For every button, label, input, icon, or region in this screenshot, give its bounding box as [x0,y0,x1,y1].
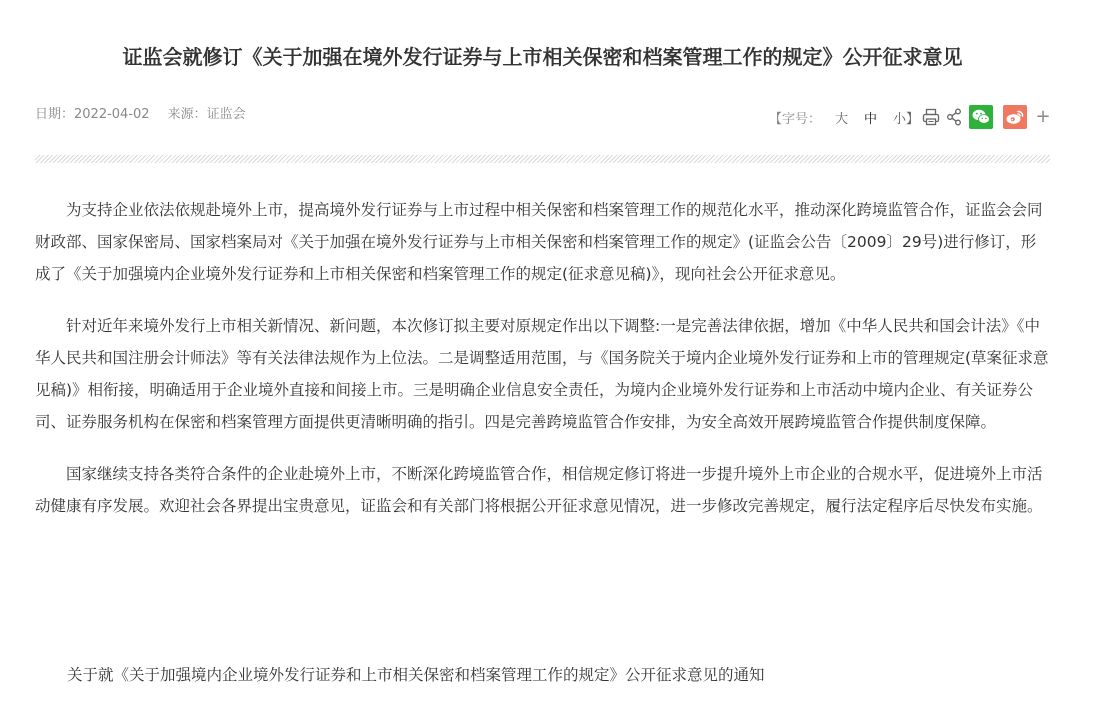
weibo-icon[interactable] [1003,105,1027,129]
publish-date: 日期：2022-04-02 [35,107,150,122]
font-size-medium-button[interactable]: 中 [863,111,877,127]
wechat-icon[interactable] [969,105,993,129]
share-icon[interactable] [945,107,963,127]
body-paragraph-3: 国家继续支持各类符合条件的企业赴境外上市，不断深化跨境监管合作，相信规定修订将进一步提升境外上市企业的合规水平，促进境外上市活动健康有序发展。欢迎社会各界提出宝贵意见，证监会和有关部门将根据公开征求意见情况，进一步修改完善规定，履行法定程序后尽快发布实施。 [35,465,1043,515]
font-size-small-button[interactable]: 小】 [892,111,919,127]
body-paragraph-2: 针对近年来境外发行上市相关新情况、新问题，本次修订拟主要对原规定作出以下调整:一是完善法律依据，增加《中华人民共和国会计法》《中华人民共和国注册会计师法》等有关法律法规作为上位法。二是调整适用范围，与《国务院关于境内企业境外发行证券和上市的管理规定(草案征求意见稿)》相衔接，明确适用于企业境外直接和间接上市。三是明确企业信息安全责任，为境内企业境外发行证券和上市活动中境内企业、有关证券公司、证券服务机构在保密和档案管理方面提供更清晰明确的指引。四是完善跨境监管合作安排，为安全高效开展跨境监管合作提供制度保障。 [35,317,1049,431]
title-divider [35,155,1050,163]
font-size-label: 【字号： [768,111,821,127]
article-meta [35,104,246,126]
article-toolbar [769,103,1051,131]
print-icon[interactable] [921,107,941,127]
body-paragraph-1: 为支持企业依法依规赴境外上市，提高境外发行证券与上市过程中相关保密和档案管理工作的规范化水平，推动深化跨境监管合作，证监会会同财政部、国家保密局、国家档案局对《关于加强在境外发行证券与上市相关保密和档案管理工作的规定》(证监会公告〔2009〕29号)进行修订，形成了《关于加强境内企业境外发行证券和上市相关保密和档案管理工作的规定(征求意见稿)》，现向社会公开征求意见。 [35,201,1043,283]
more-share-button[interactable]: + [1035,106,1051,127]
article-source: 来源：证监会 [167,107,246,122]
article-title: 证监会就修订《关于加强在境外发行证券与上市相关保密和档案管理工作的规定》公开征求意见 [122,45,963,69]
attachment-link[interactable]: 关于就《关于加强境内企业境外发行证券和上市相关保密和档案管理工作的规定》公开征求意见的通知 [67,666,765,684]
article-body [35,194,1051,522]
font-size-large-button[interactable]: 大 [834,111,848,127]
